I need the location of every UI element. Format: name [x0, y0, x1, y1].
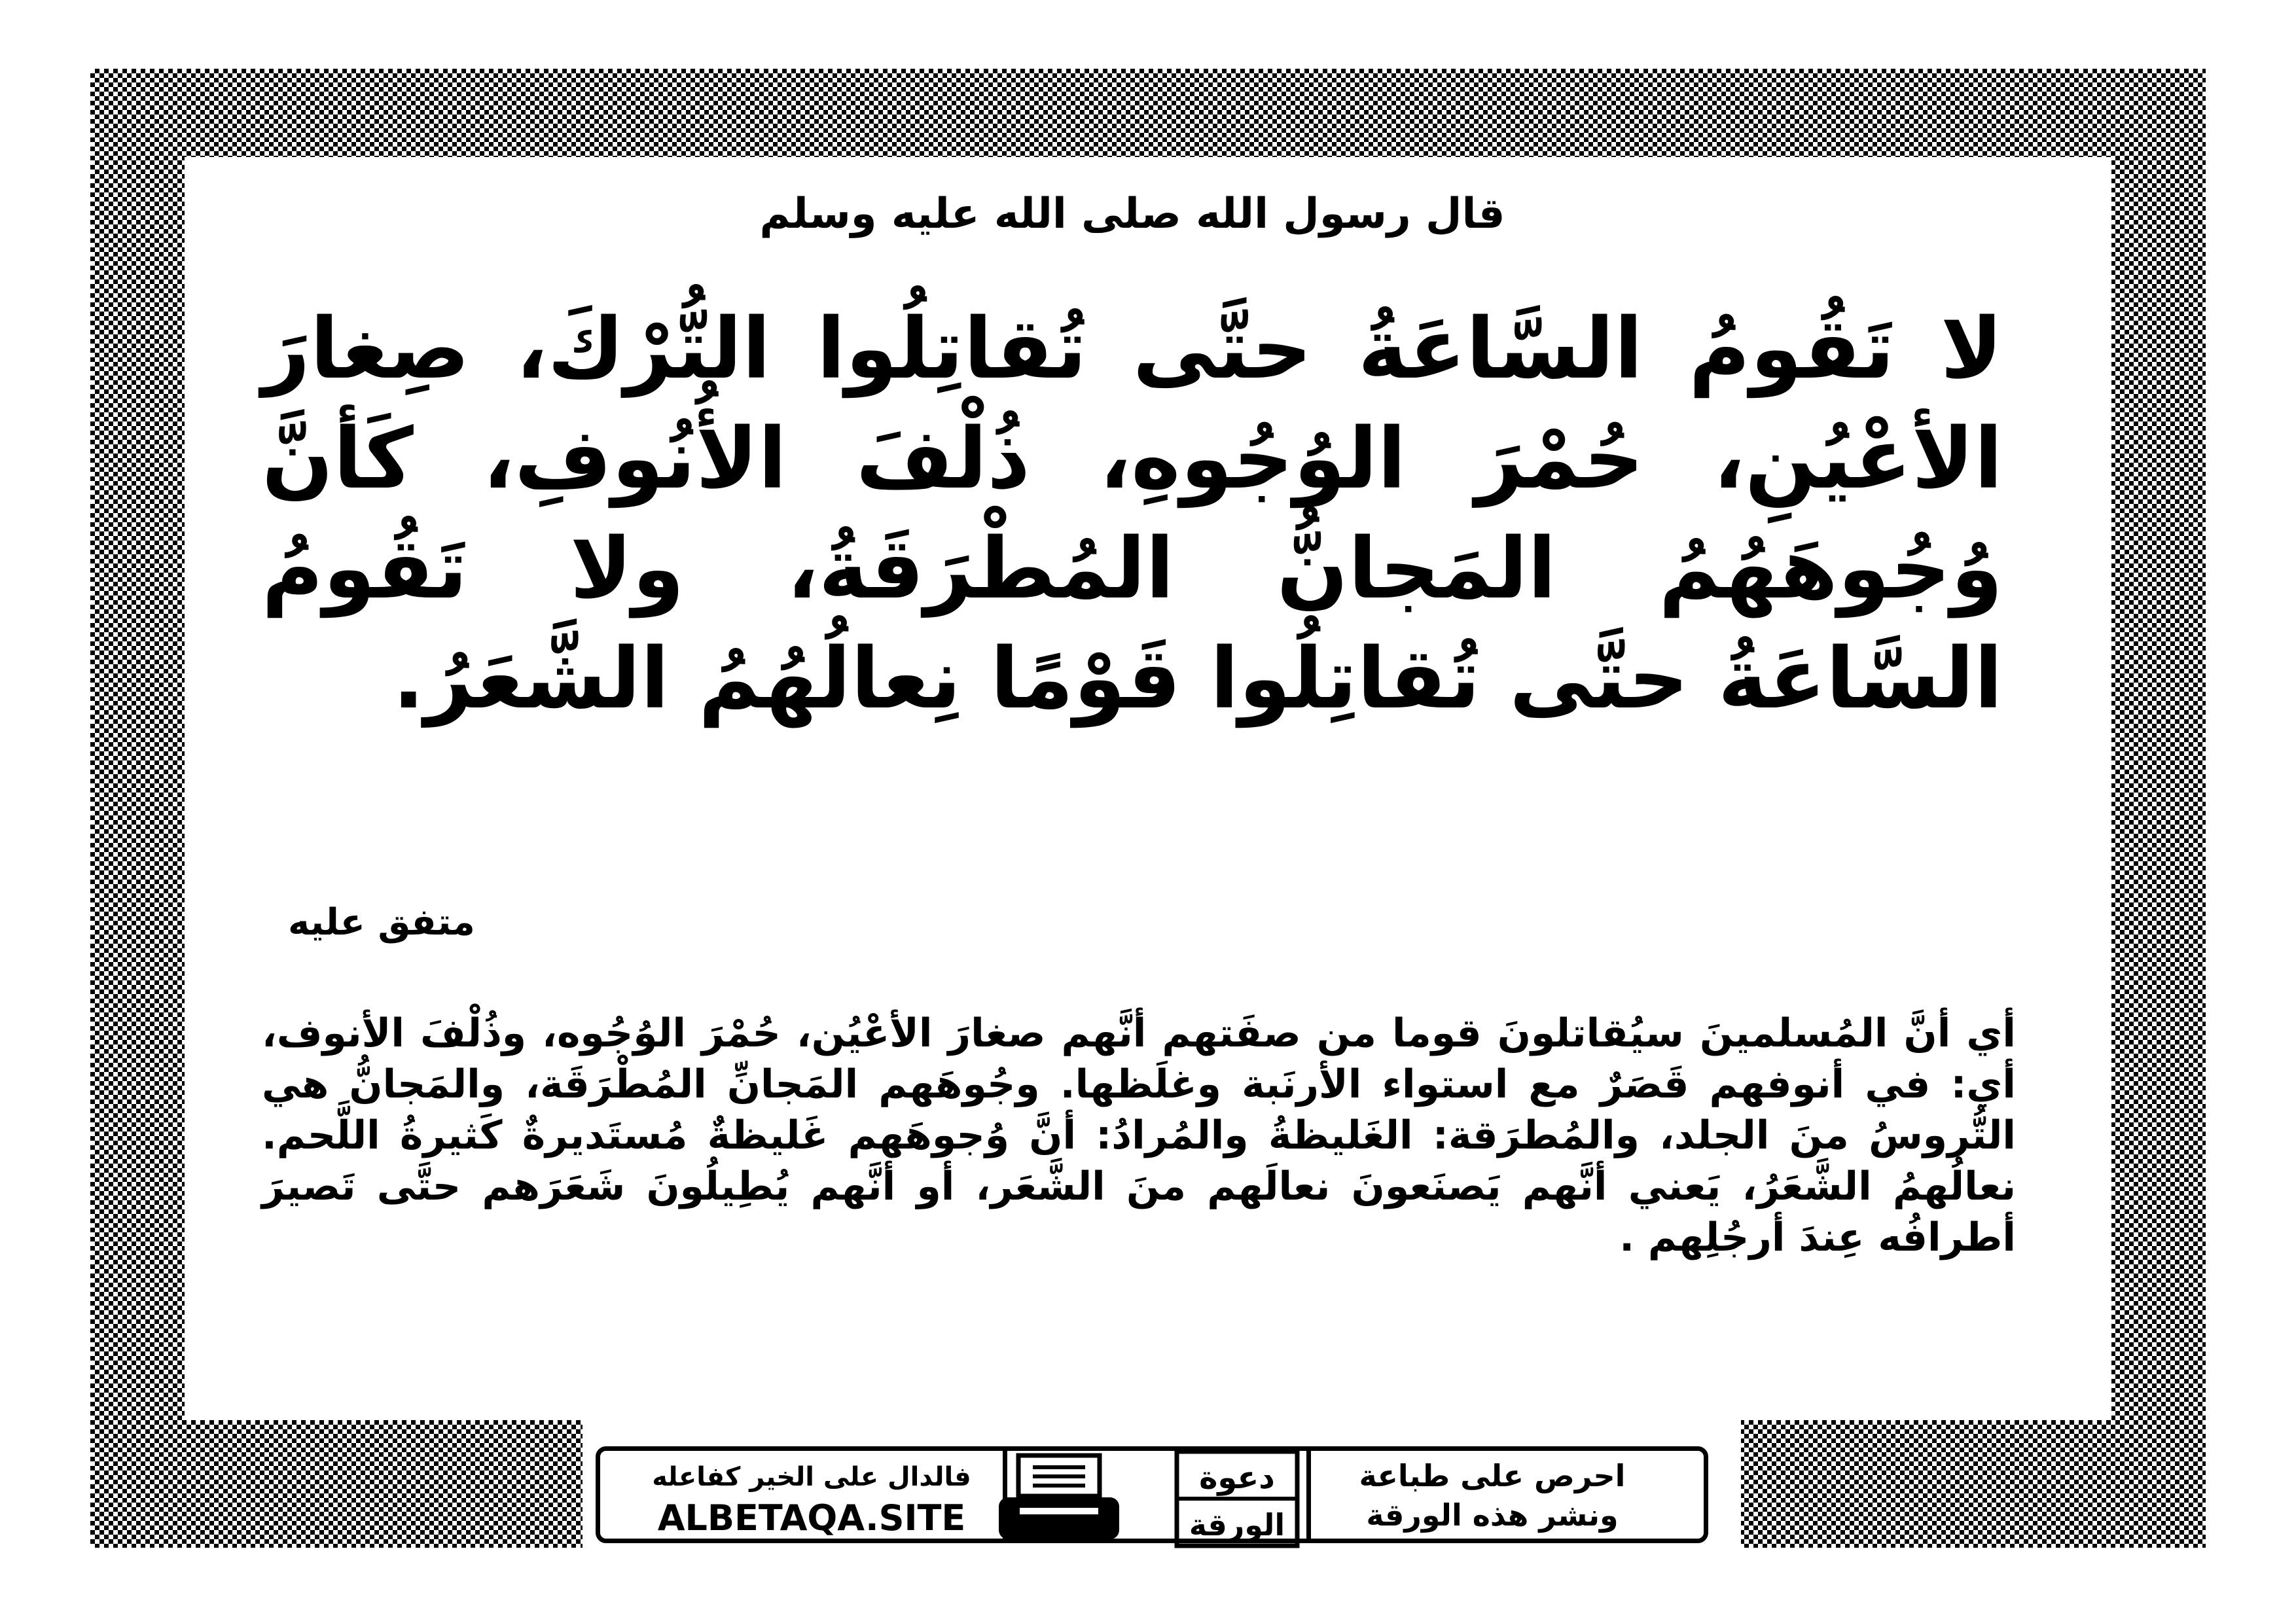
- logo-line2: الورقة: [1189, 1507, 1285, 1543]
- logo-icon: [1172, 1448, 1302, 1550]
- print-prompt-line2: ونشر هذه الورقة: [1366, 1497, 1619, 1533]
- attribution-heading: قال رسول الله صلى الله عليه وسلم: [759, 190, 1505, 238]
- site-url[interactable]: ALBETAQA.SITE: [657, 1497, 966, 1539]
- printer-icon: [994, 1452, 1124, 1543]
- print-prompt-line1: احرص على طباعة: [1359, 1458, 1626, 1493]
- explanation-text: أي أنَّ المُسلمينَ سيُقاتلونَ قوما من صفَتهم أنَّهم صغارَ الأعْيُن، حُمْرَ الوُجُوه، وذُلْفَ الأنوف، أي: في أنوفهم قَصَرٌ مع استواء الأرنَبة وغلَظها. وجُوهَهم المَجانِّ المُطْرَقَة، والمَجانُّ هي التُّروسُ منَ الجلد، والمُطرَقة: الغَليظةُ والمُرادُ: أنَّ وُجوهَهم غَليظةٌ مُستَديرةٌ كَثيرةُ اللَّحم. نعالُهمُ الشَّعَرُ، يَعني أنَّهم يَصنَعونَ نعالَهم منَ الشَّعَر، أو أنَّهم يُطِيلُونَ شَعَرَهم حتَّى تَصيرَ أطرافُه عِندَ أرجُلِهم .: [262, 1010, 2016, 1260]
- hadith-text: لا تَقُومُ السَّاعَةُ حتَّى تُقاتِلُوا التُّرْكَ، صِغارَ الأعْيُنِ، حُمْرَ الوُجُوهِ، ذُلْفَ الأُنُوفِ، كَأنَّ وُجُوهَهُمُ المَجانُّ المُطْرَقَةُ، ولا تَقُومُ السَّاعَةُ حتَّى تُقاتِلُوا قَوْمًا نِعالُهُمُ الشَّعَرُ.: [262, 300, 2003, 728]
- print-prompt: [1309, 1456, 1676, 1535]
- tagline: فالدال على الخير كفاعله: [652, 1462, 971, 1492]
- hadith-source: متفق عليه: [288, 901, 475, 944]
- logo-line1: دعوة: [1199, 1459, 1275, 1496]
